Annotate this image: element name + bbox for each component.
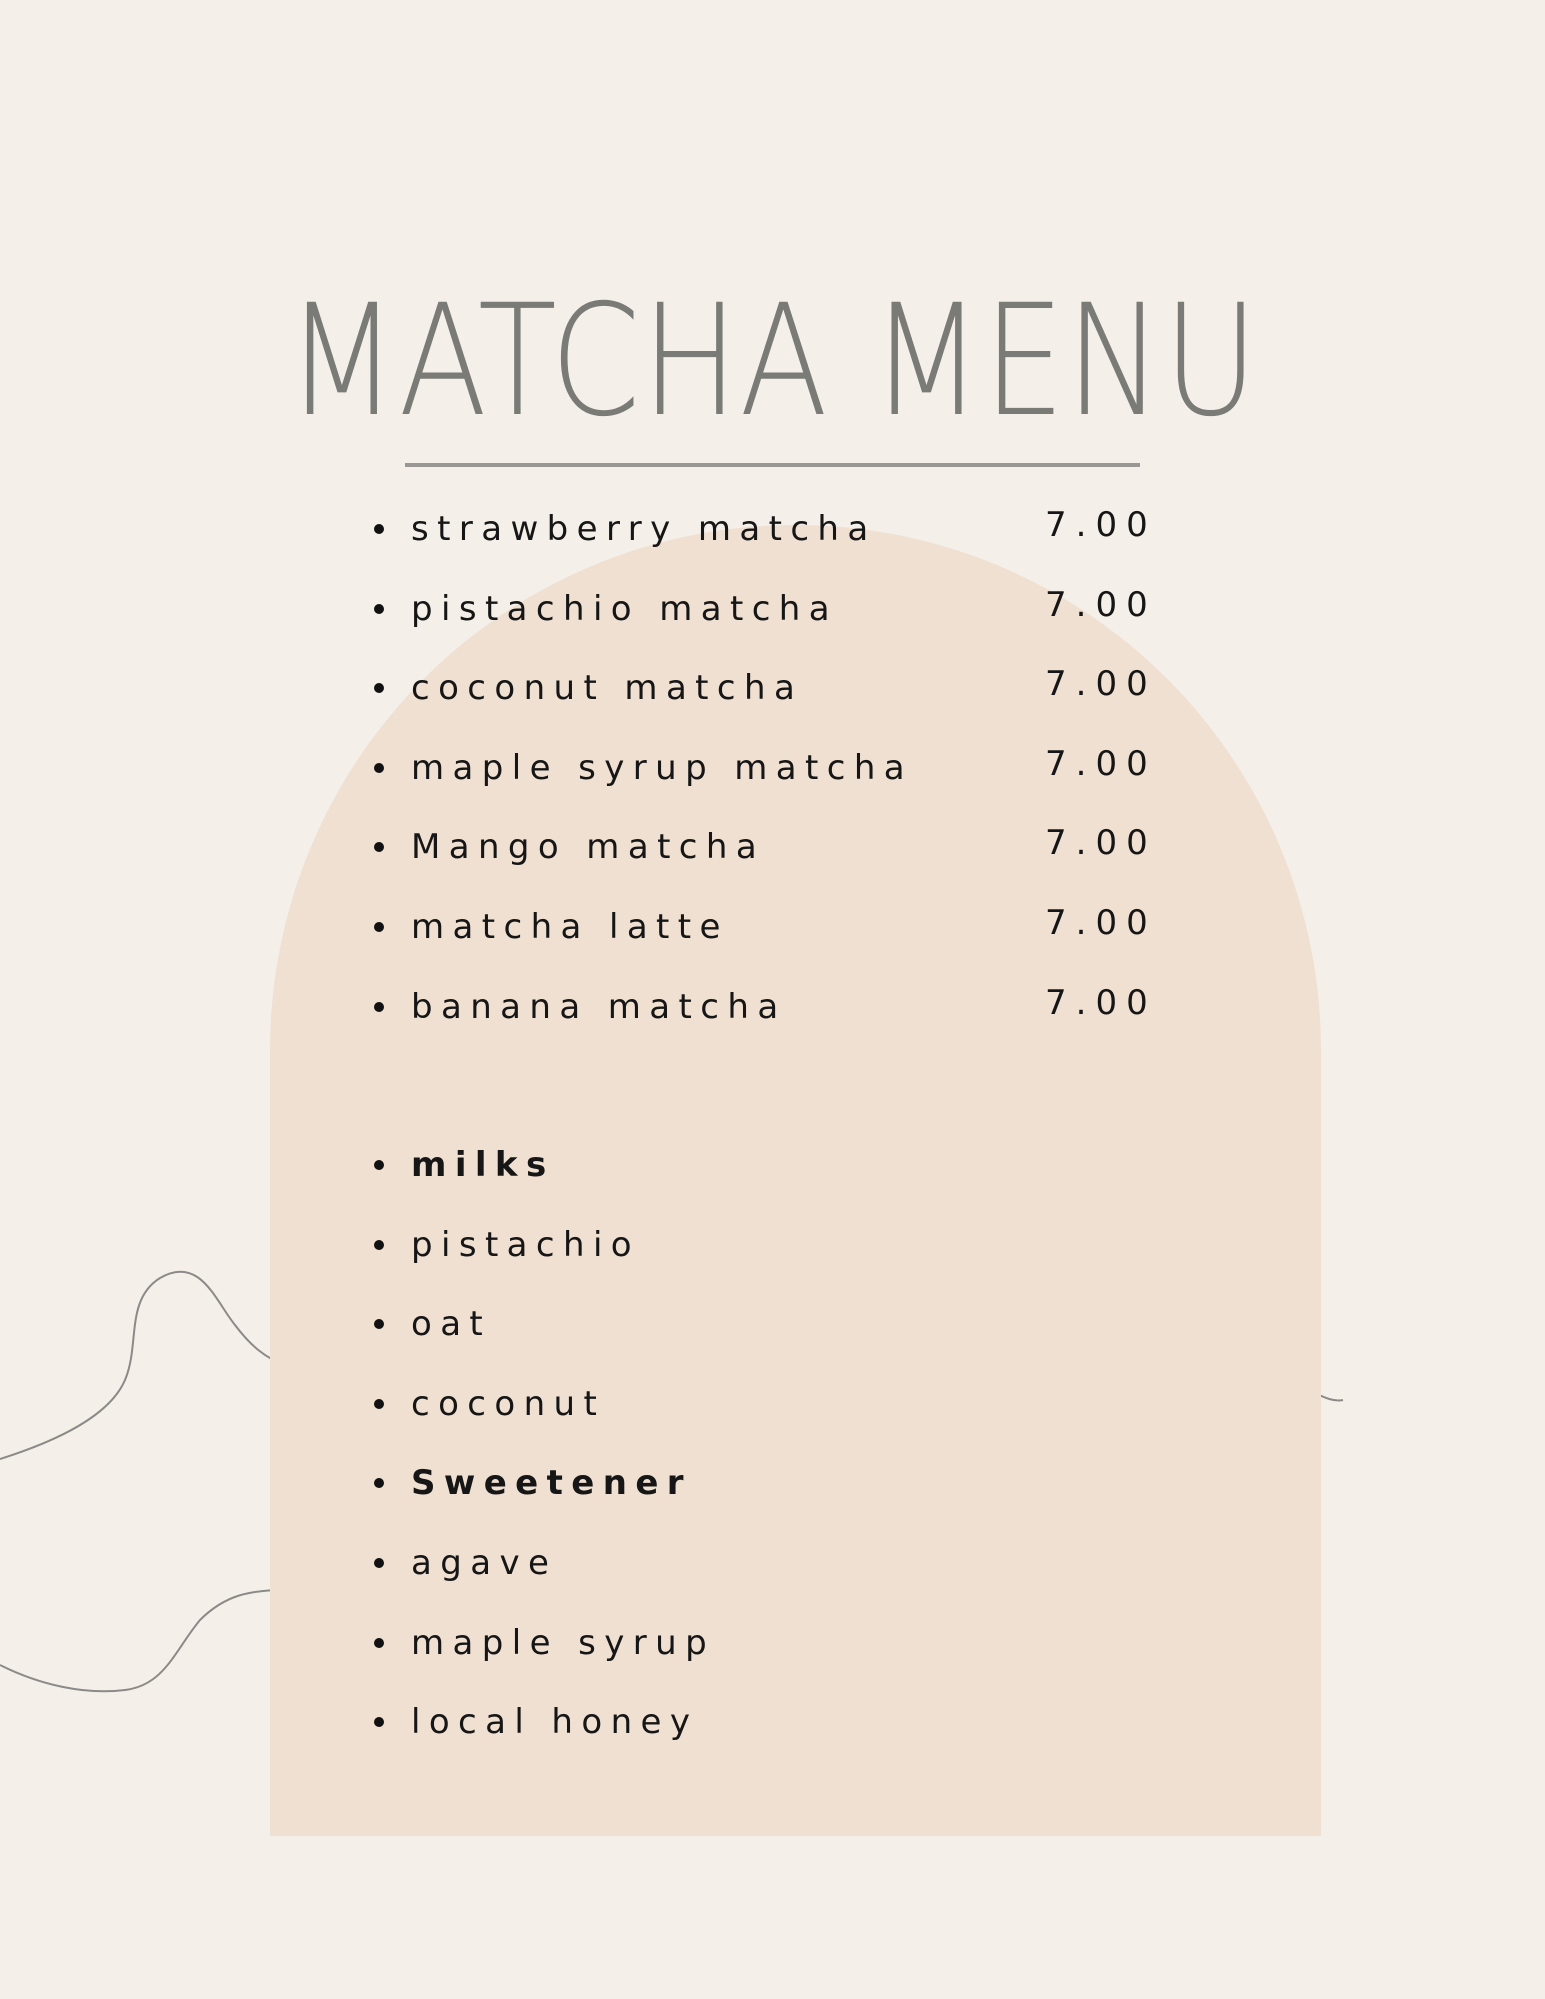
extras-item [374,1694,1374,1774]
bullet-icon [374,1558,384,1568]
extras-list [374,1137,1374,1774]
menu-item [374,740,1374,820]
menu-item [374,979,1374,1059]
menu-item-name: maple syrup matcha [411,747,914,788]
menu-title: MATCHA MENU [286,272,1259,451]
bullet-icon [374,1002,384,1012]
extras-item-name: oat [411,1304,492,1345]
bullet-icon [374,1240,384,1250]
extras-item [374,1615,1374,1695]
extras-item [374,1376,1374,1456]
bullet-icon [374,922,384,932]
extras-item-name: pistachio [411,1224,640,1265]
bullet-icon [374,1160,384,1170]
menu-item [374,501,1374,581]
menu-item [374,899,1374,979]
bullet-icon [374,524,384,534]
bullet-icon [374,1717,384,1727]
menu-item-price: 7.00 [1045,664,1157,705]
bullet-icon [374,1399,384,1409]
menu-item-price: 7.00 [1045,505,1157,545]
menu-item-name: strawberry matcha [411,509,877,549]
menu-item-price: 7.00 [1045,743,1157,784]
menu-item [374,581,1374,661]
extras-item-name: local honey [411,1702,699,1743]
extras-heading-item [374,1137,1374,1217]
extras-heading-item-name: milks [411,1145,555,1185]
bullet-icon [374,683,384,693]
extras-item [374,1217,1374,1297]
title-divider [405,463,1140,467]
menu-item-price: 7.00 [1045,823,1157,864]
menu-item-name: coconut matcha [411,668,804,709]
menu-item-price: 7.00 [1045,982,1157,1023]
bullet-icon [374,1478,384,1488]
extras-item-name: maple syrup [411,1622,716,1663]
extras-item [374,1296,1374,1376]
menu-item-name: matcha latte [411,906,729,947]
decorative-squiggle-lower [0,1590,285,1691]
menu-item-name: Mango matcha [411,827,766,868]
menu-item-name: banana matcha [411,986,787,1027]
menu-item-price: 7.00 [1045,902,1157,943]
extras-heading-item [374,1455,1374,1535]
bullet-icon [374,1638,384,1648]
menu-item-price: 7.00 [1045,584,1157,625]
matcha-menu-list [374,501,1374,1058]
bullet-icon [374,763,384,773]
menu-item [374,819,1374,899]
bullet-icon [374,604,384,614]
bullet-icon [374,1319,384,1329]
extras-item-name: agave [411,1542,558,1583]
bullet-icon [374,842,384,852]
menu-item-name: pistachio matcha [411,588,838,629]
extras-heading-item-name: Sweetener [411,1463,692,1504]
extras-item [374,1535,1374,1615]
extras-item-name: coconut [411,1383,606,1424]
decorative-squiggle-upper [0,1272,285,1459]
menu-item [374,660,1374,740]
